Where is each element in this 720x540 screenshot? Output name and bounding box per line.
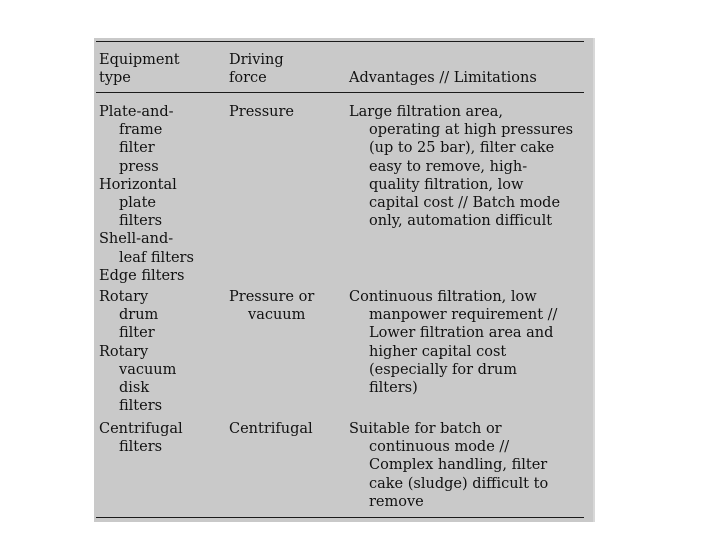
- header-driving-force: [229, 51, 284, 87]
- header-driving-force-line: Driving: [229, 52, 284, 68]
- advantages-line: Suitable for batch or: [349, 421, 502, 437]
- equipment-line: Plate-and-: [99, 104, 174, 120]
- advantages-line: easy to remove, high-: [369, 158, 528, 175]
- advantages-line: manpower requirement //: [369, 307, 558, 324]
- table-row-2-force: [229, 288, 314, 324]
- table-row-1-force: [229, 103, 294, 121]
- advantages-line: Large filtration area,: [349, 104, 503, 120]
- header-equipment-type-line: type: [99, 70, 131, 87]
- advantages-line: continuous mode //: [369, 439, 510, 456]
- advantages-line: (especially for drum: [369, 361, 517, 378]
- table-row-1-equipment: [99, 103, 194, 285]
- advantages-line: only, automation difficult: [369, 213, 553, 230]
- equipment-line: drum: [119, 307, 159, 324]
- advantages-line: (up to 25 bar), filter cake: [369, 140, 555, 157]
- table-row-3-advantages: [349, 420, 548, 511]
- advantages-line: quality filtration, low: [369, 176, 524, 193]
- advantages-line: Complex handling, filter: [369, 457, 548, 474]
- equipment-line: filter: [119, 140, 155, 157]
- advantages-line: remove: [369, 493, 424, 510]
- equipment-line: Centrifugal: [99, 421, 183, 437]
- table-top-rule: [96, 41, 584, 42]
- header-equipment-type: [99, 51, 180, 87]
- table-row-2-advantages: [349, 288, 557, 397]
- force-line: Pressure or: [229, 289, 315, 305]
- equipment-line: plate: [119, 195, 156, 212]
- header-driving-force-line: force: [229, 70, 267, 87]
- equipment-line: disk: [119, 380, 150, 397]
- force-line: Centrifugal: [229, 421, 313, 437]
- advantages-line: Continuous filtration, low: [349, 289, 537, 305]
- equipment-line: filters: [119, 213, 163, 230]
- table-bottom-rule: [96, 517, 584, 518]
- header-equipment-type-line: Equipment: [99, 52, 180, 68]
- equipment-line: leaf filters: [119, 249, 194, 266]
- equipment-line: Rotary: [99, 289, 149, 305]
- table-row-3-force: [229, 420, 313, 438]
- equipment-line: Shell-and-: [99, 231, 174, 248]
- equipment-line: Rotary: [99, 343, 149, 360]
- equipment-line: frame: [119, 122, 163, 139]
- table-row-1-advantages: [349, 103, 573, 230]
- equipment-line: Horizontal: [99, 176, 177, 193]
- equipment-line: Edge filters: [99, 267, 185, 284]
- equipment-line: filter: [119, 325, 155, 342]
- advantages-line: operating at high pressures: [369, 122, 574, 139]
- force-line: vacuum: [248, 307, 306, 324]
- table-header-rule: [96, 92, 584, 93]
- equipment-line: press: [119, 158, 159, 175]
- table-row-2-equipment: [99, 288, 176, 415]
- advantages-line: higher capital cost: [369, 343, 507, 360]
- advantages-line: Lower filtration area and: [369, 325, 554, 342]
- advantages-line: cake (sludge) difficult to: [369, 475, 549, 492]
- force-line: Pressure: [229, 104, 295, 120]
- equipment-line: vacuum: [119, 361, 177, 378]
- equipment-line: filters: [119, 439, 163, 456]
- header-advantages-limitations: Advantages // Limitations: [349, 70, 537, 86]
- table-row-3-equipment: [99, 420, 183, 456]
- advantages-line: filters): [369, 380, 418, 397]
- advantages-line: capital cost // Batch mode: [369, 195, 561, 212]
- equipment-line: filters: [119, 398, 163, 415]
